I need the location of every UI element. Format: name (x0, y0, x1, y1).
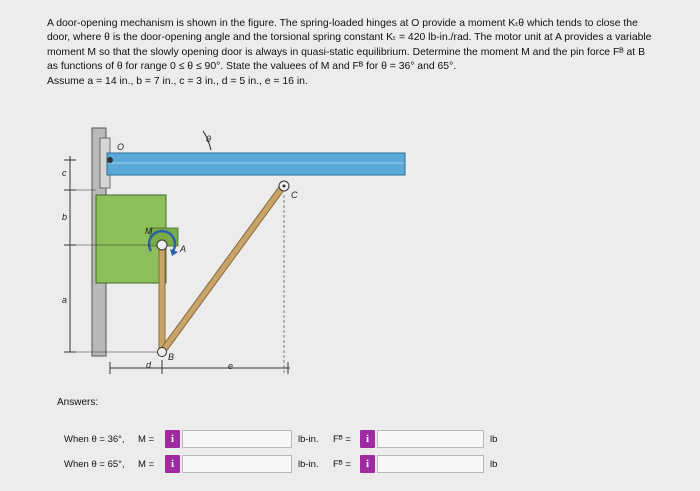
label-theta: θ (206, 134, 211, 144)
force-label: Fᴮ = (333, 459, 351, 470)
label-a-point: A (180, 244, 187, 254)
problem-line: door, where θ is the door-opening angle and the torsional spring constant Kₜ = 420 lb-in./rad. The motor unit at A provides a variable (47, 32, 652, 44)
hinge-o-point (107, 157, 113, 163)
label-dim-a: a (62, 295, 68, 305)
info-icon[interactable]: i (165, 455, 180, 473)
connecting-link-fill (162, 185, 284, 352)
moment-input[interactable] (182, 430, 292, 448)
force-input[interactable] (377, 430, 484, 448)
label-b-point: B (168, 352, 175, 362)
info-icon[interactable]: i (165, 430, 180, 448)
answer-row-36 (0, 430, 700, 450)
info-icon[interactable]: i (360, 430, 375, 448)
problem-line: Assume a = 14 in., b = 7 in., c = 3 in., d = 5 in., e = 16 in. (47, 75, 308, 87)
problem-line: as functions of θ for range 0 ≤ θ ≤ 90°. State the valuees of M and Fᴮ for θ = 36° and 65°. (47, 61, 457, 73)
moment-label: M = (138, 459, 155, 470)
force-input[interactable] (377, 455, 484, 473)
force-label: Fᴮ = (333, 434, 351, 445)
answer-row-65 (0, 455, 700, 475)
answers-heading: Answers: (57, 397, 99, 408)
moment-unit: lb-in. (298, 459, 319, 470)
force-unit: lb (490, 459, 498, 470)
problem-line: moment M so that the slowly opening door is always in quasi-static equilibrium. Determine the moment M and the pin force Fᴮ at B (47, 46, 645, 58)
label-dim-e: e (228, 361, 234, 371)
pin-c-center (283, 185, 286, 188)
label-o: O (117, 142, 125, 152)
label-c-point: C (291, 190, 298, 200)
moment-input[interactable] (182, 455, 292, 473)
info-icon[interactable]: i (360, 455, 375, 473)
pin-a (157, 240, 167, 250)
label-dim-d: d (146, 360, 152, 370)
moment-unit: lb-in. (298, 434, 319, 445)
condition-label: When θ = 65°, (64, 459, 125, 470)
label-dim-b: b (62, 212, 68, 222)
problem-line: A door-opening mechanism is shown in the figure. The spring-loaded hinges at O provide a moment Kₜθ which tends to close the (47, 18, 638, 29)
label-m: M (145, 226, 153, 236)
pin-b (158, 348, 167, 357)
force-unit: lb (490, 434, 498, 445)
condition-label: When θ = 36°, (64, 434, 125, 445)
moment-label: M = (138, 434, 155, 445)
label-dim-c: c (62, 168, 67, 178)
